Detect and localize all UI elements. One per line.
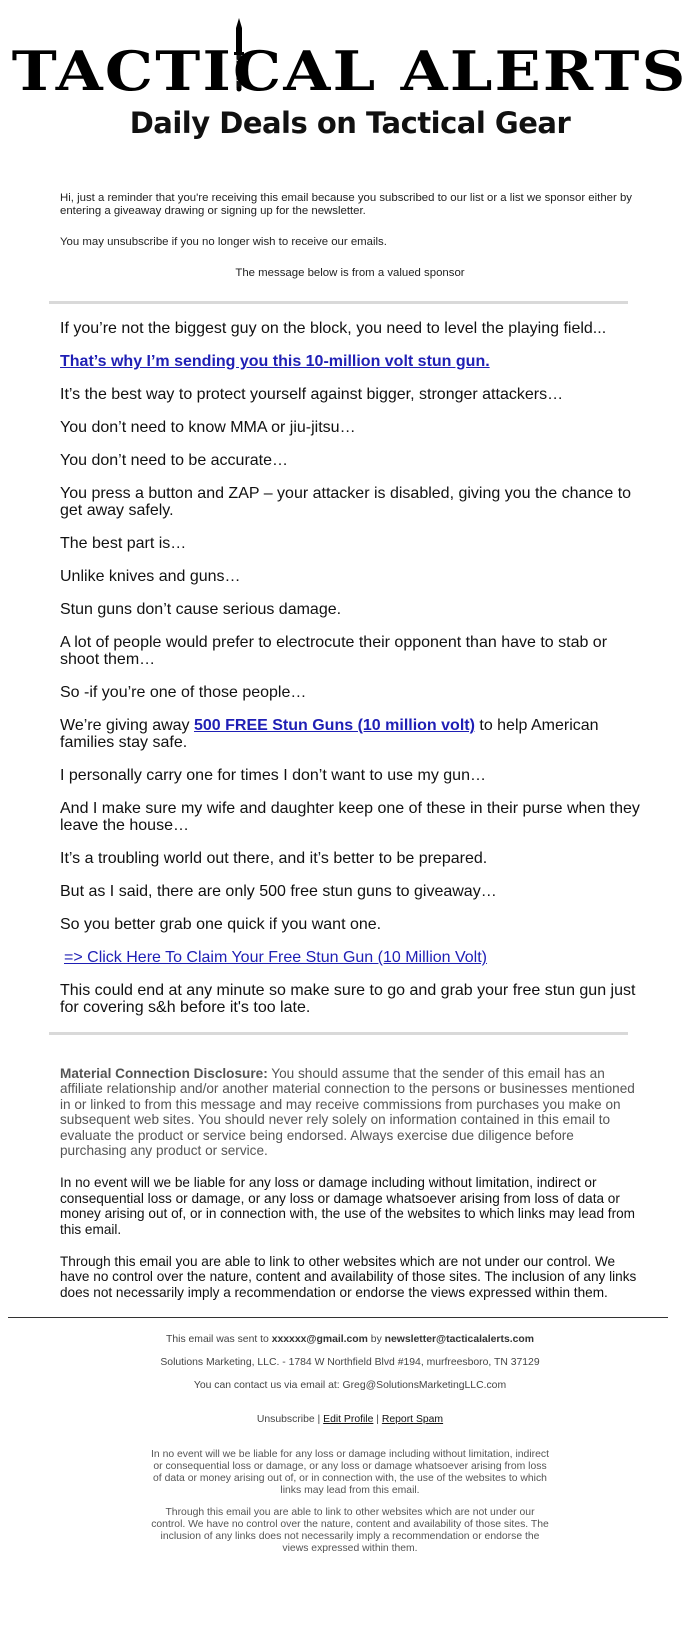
message-paragraph: This could end at any minute so make sure to go and grab your free stun gun just for covering s&h before it's too late. [60,982,636,1016]
reminder-text: Hi, just a reminder that you're receiving this email because you subscribed to our list or a list we sponsor either by entering a giveaway drawing or signing up for the newsletter. [60,192,632,217]
message-paragraph: It’s a troubling world out there, and it’s better to be prepared. [60,850,488,867]
disclosure-text: You should assume that the sender of this email has an affiliate relationship and/or another material connection to the persons or businesses mentioned in or linked to from this message and may receive commissions from purchases you make on subsequent web sites. You should never rely solely on information contained in this email to evaluate the product or service being endorsed. Always exercise due diligence before purchasing any product or service. [60,1066,635,1159]
unsubscribe-link[interactable]: Unsubscribe [256,1414,315,1426]
sponsor-note: The message below is from a valued sponsor [235,267,465,279]
footer-links-notice: Through this email you are able to link to other websites which are not under our control. We have no control over the nature, content and availability of those sites. The inclusion of any links does not necessarily imply a recommendation or endorse the views expressed within them. [151,1507,549,1554]
header-logo [0,0,700,142]
message-paragraph: You don’t need to know MMA or jiu-jitsu… [60,419,356,436]
postal-address: Solutions Marketing, LLC. - 1784 W Northfield Blvd #194, murfreesboro, TN 37129 [160,1357,540,1369]
sender-email: newsletter@tacticalalerts.com [384,1334,534,1346]
message-paragraph: You press a button and ZAP – your attacker is disabled, giving you the chance to get away safely. [60,485,632,519]
message-paragraph: It’s the best way to protect yourself against bigger, stronger attackers… [60,386,564,403]
edit-profile-link[interactable]: Edit Profile [323,1414,374,1426]
message-paragraph: The best part is… [60,535,187,552]
unsubscribe-note: You may unsubscribe if you no longer wish to receive our emails. [60,236,387,248]
report-spam-link[interactable]: Report Spam [381,1414,444,1426]
message-paragraph: Unlike knives and guns… [60,568,241,585]
footer-liability: In no event will we be liable for any loss or damage including without limitation, indirect or consequential loss or damage, or any loss or damage whatsoever arising from loss of data or money arising out of, or in connection with, the use of the websites to which links may lead from this email. [151,1449,549,1496]
message-paragraph: So you better grab one quick if you want one. [60,916,382,933]
giveaway-text-after: to help American families stay safe. [60,717,599,751]
sponsor-message [0,304,700,1016]
message-paragraph: I personally carry one for times I don’t want to use my gun… [60,767,486,784]
disclosure-paragraph [60,1066,640,1158]
disclosure-section [0,1035,700,1300]
sent-by-word: by [367,1334,385,1346]
message-paragraph: But as I said, there are only 500 free stun guns to giveaway… [60,883,497,900]
message-paragraph: A lot of people would prefer to electrocute their opponent than have to stab or shoot them… [60,634,608,668]
sent-to-line [0,1334,700,1346]
intro-notice [0,142,700,280]
sent-to-prefix: This email was sent to [166,1334,272,1346]
liability-text: In no event will we be liable for any loss or damage including without limitation, indirect or consequential loss or damage, or any loss or damage whatsoever arising from loss of data or money arising out of, or in connection with, the use of the websites to which links may lead from this email. [60,1175,635,1237]
logo-title: TACTICAL ALERTS [12,39,688,103]
links-notice-text: Through this email you are able to link to other websites which are not under our control. We have no control over the nature, content and availability of those sites. The inclusion of any links does not necessarily imply a recommendation or endorse the views expressed within them. [60,1254,637,1300]
free-stun-guns-link[interactable]: 500 FREE Stun Guns (10 million volt) [193,717,475,734]
footer-links [0,1414,700,1426]
link-separator: | [314,1414,324,1426]
contact-line: You can contact us via email at: Greg@SolutionsMarketingLLC.com [193,1380,507,1392]
giveaway-text-before: We’re giving away [60,717,194,734]
stun-gun-link[interactable]: That’s why I’m sending you this 10-million volt stun gun. [60,353,490,370]
message-paragraph: You don’t need to be accurate… [60,452,289,469]
message-paragraph: Stun guns don’t cause serious damage. [60,601,342,618]
message-paragraph: So -if you’re one of those people… [60,684,307,701]
message-paragraph: And I make sure my wife and daughter keep one of these in their purse when they leave the house… [60,800,640,834]
giveaway-paragraph [60,717,640,751]
logo-subtitle: Daily Deals on Tactical Gear [129,106,571,140]
link-separator: | [373,1414,382,1426]
footer [0,1318,700,1554]
message-paragraph: If you’re not the biggest guy on the block, you need to level the playing field... [60,320,607,337]
disclosure-label: Material Connection Disclosure: [60,1066,268,1081]
claim-stun-gun-link[interactable]: => Click Here To Claim Your Free Stun Gun (10 Million Volt) [64,949,488,966]
recipient-email: xxxxxx@gmail.com [271,1334,368,1346]
